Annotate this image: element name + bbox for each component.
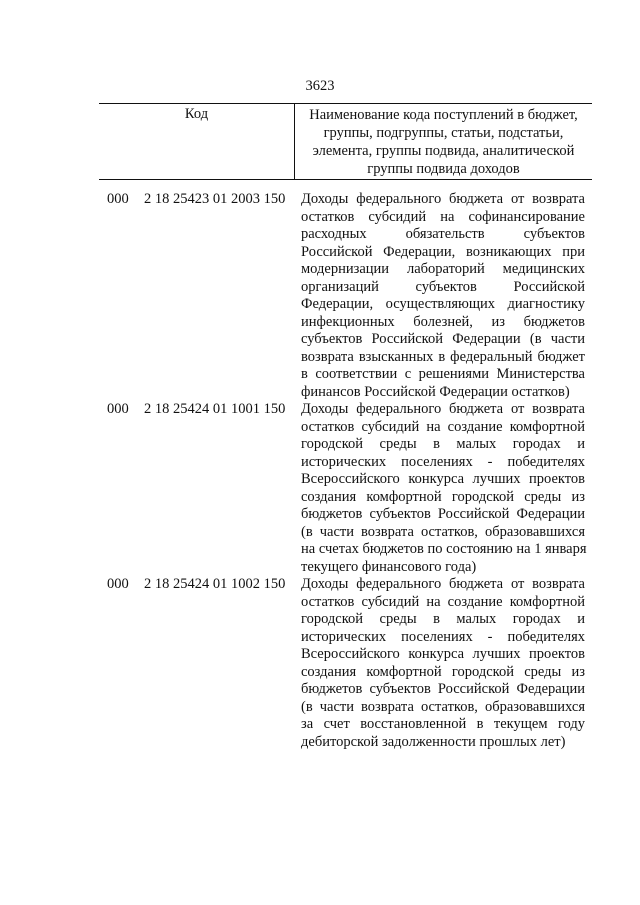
income-code: 2 18 25424 01 1002 150 bbox=[144, 576, 286, 592]
income-name-line: бюджетов субъектов Российской Федерации bbox=[301, 506, 585, 522]
income-name-line: текущего финансового года) bbox=[301, 558, 477, 575]
income-name-line: модернизации лабораторий медицинских bbox=[301, 261, 585, 277]
income-name-line: возврата взысканных в федеральный бюджет bbox=[301, 348, 585, 365]
income-name-line: Доходы федерального бюджета от возврата bbox=[301, 576, 585, 592]
income-name-line: дебиторской задолженности прошлых лет) bbox=[301, 733, 566, 750]
income-name-line: Всероссийского конкурса лучших проектов bbox=[301, 646, 585, 662]
income-name-line: городской среды в малых городах и bbox=[301, 611, 585, 627]
income-name bbox=[301, 576, 585, 751]
income-name-line: Всероссийского конкурса лучших проектов bbox=[301, 471, 585, 487]
income-name-line: исторических поселениях - победителях bbox=[301, 628, 585, 645]
admin-code: 000 bbox=[107, 401, 129, 417]
income-code: 2 18 25424 01 1001 150 bbox=[144, 401, 286, 417]
income-name-line: Доходы федерального бюджета от возврата bbox=[301, 191, 585, 207]
income-name bbox=[301, 191, 585, 401]
income-name-line: остатков субсидий на софинансирование bbox=[301, 208, 585, 225]
income-name-line: создания комфортной городской среды из bbox=[301, 663, 585, 680]
header-name-line: Наименование кода поступлений в бюджет, bbox=[309, 107, 578, 123]
income-name-line: расходных обязательств субъектов bbox=[301, 226, 585, 242]
income-name-line: субъектов Российской Федерации (в части bbox=[301, 331, 585, 347]
income-name-line: Российской Федерации, возникающих при bbox=[301, 243, 585, 260]
header-code: Код bbox=[99, 104, 295, 179]
income-name-line: организаций субъектов Российской bbox=[301, 278, 585, 295]
table-header bbox=[99, 103, 592, 180]
header-name-line: группы подвида доходов bbox=[367, 161, 520, 177]
income-name-line: исторических поселениях - победителях bbox=[301, 453, 585, 470]
income-name-line: на счетах бюджетов по состоянию на 1 января bbox=[301, 541, 587, 557]
income-name-line: финансов Российской Федерации остатков) bbox=[301, 383, 570, 400]
income-name-line: бюджетов субъектов Российской Федерации bbox=[301, 681, 585, 697]
income-name-line: Доходы федерального бюджета от возврата bbox=[301, 401, 585, 417]
income-name-line: инфекционных болезней, из бюджетов bbox=[301, 313, 585, 330]
income-name-line: (в части возврата остатков, образовавшихся bbox=[301, 523, 585, 540]
income-name-line: Федерации, осуществляющих диагностику bbox=[301, 296, 585, 312]
header-name bbox=[295, 104, 592, 179]
income-name bbox=[301, 401, 585, 576]
admin-code: 000 bbox=[107, 576, 129, 592]
income-name-line: городской среды в малых городах и bbox=[301, 436, 585, 452]
income-name-line: создания комфортной городской среды из bbox=[301, 488, 585, 505]
income-name-line: за счет восстановленной в текущем году bbox=[301, 716, 585, 732]
income-code: 2 18 25423 01 2003 150 bbox=[144, 191, 286, 207]
header-name-line: группы, подгруппы, статьи, подстатьи, bbox=[323, 125, 564, 141]
header-name-line: элемента, группы подвида, аналитической bbox=[312, 143, 575, 159]
income-name-line: остатков субсидий на создание комфортной bbox=[301, 418, 585, 435]
income-name-line: остатков субсидий на создание комфортной bbox=[301, 593, 585, 610]
page-number: 3623 bbox=[305, 78, 335, 94]
income-name-line: (в части возврата остатков, образовавшихся bbox=[301, 698, 585, 715]
income-name-line: в соответствии с решениями Министерства bbox=[301, 366, 585, 382]
admin-code: 000 bbox=[107, 191, 129, 207]
